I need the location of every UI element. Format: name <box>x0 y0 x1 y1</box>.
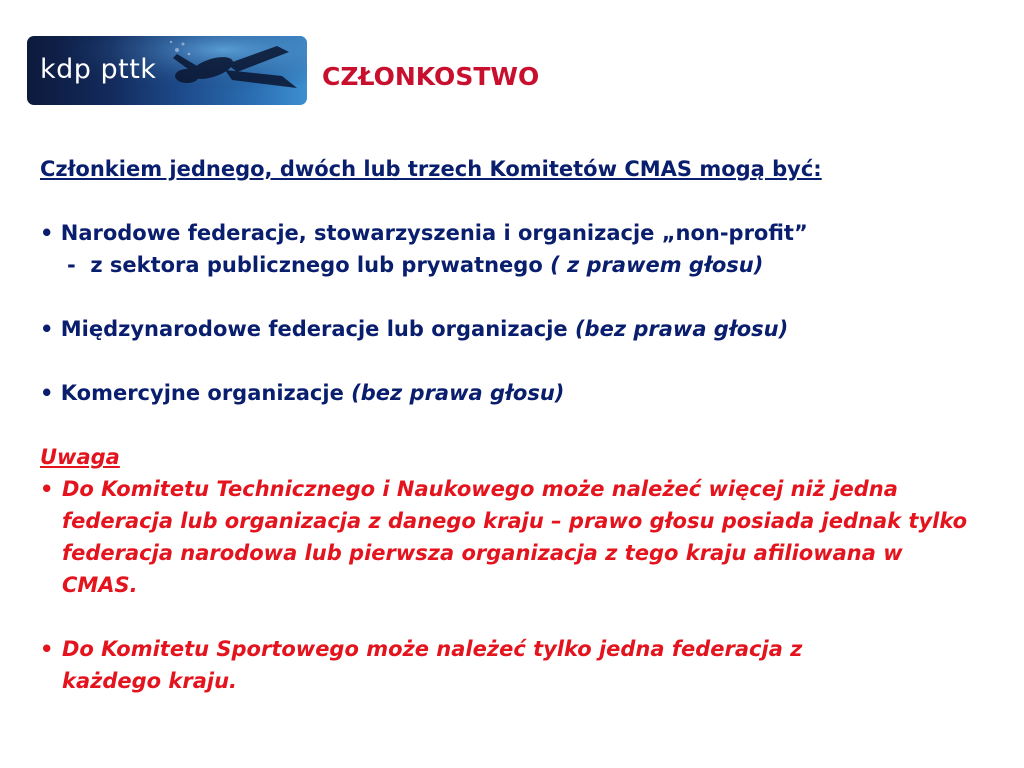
bullet: • <box>40 477 54 501</box>
list-item <box>40 313 990 345</box>
list-item <box>40 217 990 249</box>
slide-content <box>40 153 990 697</box>
bullet: • <box>40 221 54 245</box>
item-text: Narodowe federacje, stowarzyszenia i organizacje „non-profit” <box>60 221 808 245</box>
vote-note: ( z prawem głosu) <box>550 253 764 277</box>
note-item <box>40 473 990 601</box>
list-item <box>40 377 990 409</box>
logo-text: kdp pttk <box>40 54 157 85</box>
item-text: Komercyjne organizacje <box>60 381 352 405</box>
heading: Członkiem jednego, dwóch lub trzech Komitetów CMAS mogą być: <box>40 157 822 181</box>
note-label: Uwaga <box>40 445 120 469</box>
item-text: Międzynarodowe federacje lub organizacje <box>60 317 575 341</box>
vote-note: (bez prawa głosu) <box>351 381 565 405</box>
bullet: • <box>40 637 54 661</box>
page-title: CZŁONKOSTWO <box>322 62 540 91</box>
sub-item <box>40 249 990 281</box>
note-text: Do Komitetu Sportowego może należeć tylko jedna federacja z każdego kraju. <box>62 637 803 693</box>
logo <box>27 36 307 105</box>
sub-item-text: - z sektora publicznego lub prywatnego <box>67 253 551 277</box>
bullet: • <box>40 317 54 341</box>
vote-note: (bez prawa głosu) <box>574 317 789 341</box>
note-text: Do Komitetu Technicznego i Naukowego może należeć więcej niż jedna federacja lub organizacja z danego kraju – prawo głosu posiada jednak tylko federacja narodowa lub pierwsza organizacja z tego kraju afiliowana w CMAS. <box>62 477 967 597</box>
note-item <box>40 633 990 697</box>
bullet: • <box>40 381 54 405</box>
